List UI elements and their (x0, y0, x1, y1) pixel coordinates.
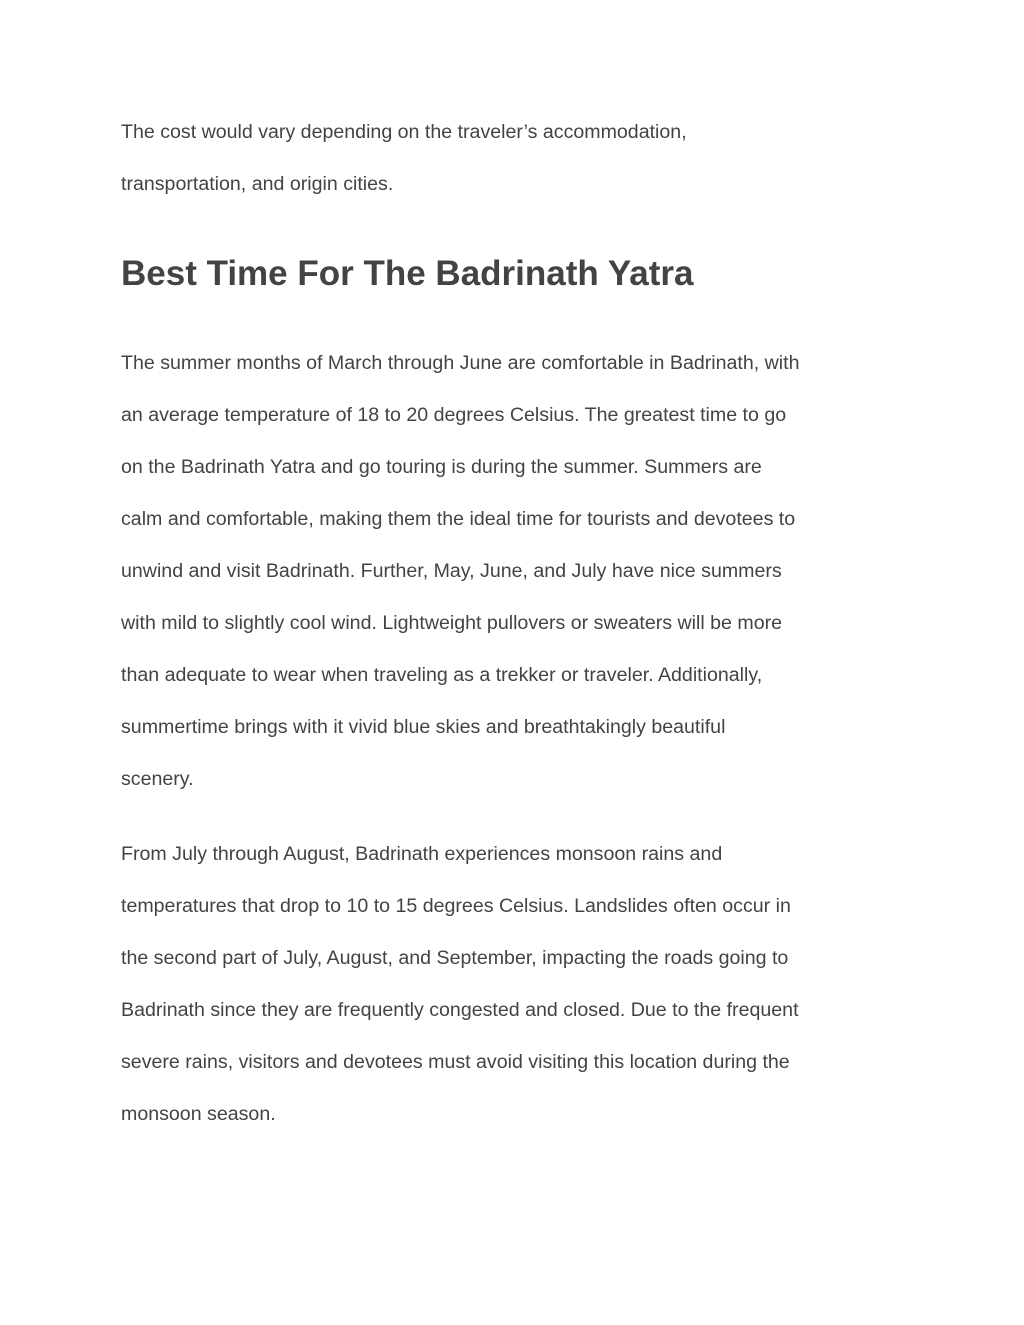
document-body (121, 106, 921, 1140)
intro-paragraph: The cost would vary depending on the traveler’s accommodation, transportation, and origin cities. (121, 121, 687, 195)
best-time-paragraph: The summer months of March through June are comfortable in Badrinath, with an average temperature of 18 to 20 degrees Celsius. The greatest time to go on the Badrinath Yatra and go touring is during the summer. Summers are calm and comfortable, making them the ideal time for tourists and devotees to unwind and visit Badrinath. Further, May, June, and July have nice summers with mild to slightly cool wind. Lightweight pullovers or sweaters will be more than adequate to wear when traveling as a trekker or traveler. Additionally, summertime brings with it vivid blue skies and breathtakingly beautiful scenery. (121, 352, 800, 790)
section-heading: Best Time For The Badrinath Yatra (121, 254, 694, 293)
monsoon-paragraph: From July through August, Badrinath experiences monsoon rains and temperatures that drop to 10 to 15 degrees Celsius. Landslides often occur in the second part of July, August, and September, impacting the roads going to Badrinath since they are frequently congested and closed. Due to the frequent severe rains, visitors and devotees must avoid visiting this location during the monsoon season. (121, 843, 799, 1125)
